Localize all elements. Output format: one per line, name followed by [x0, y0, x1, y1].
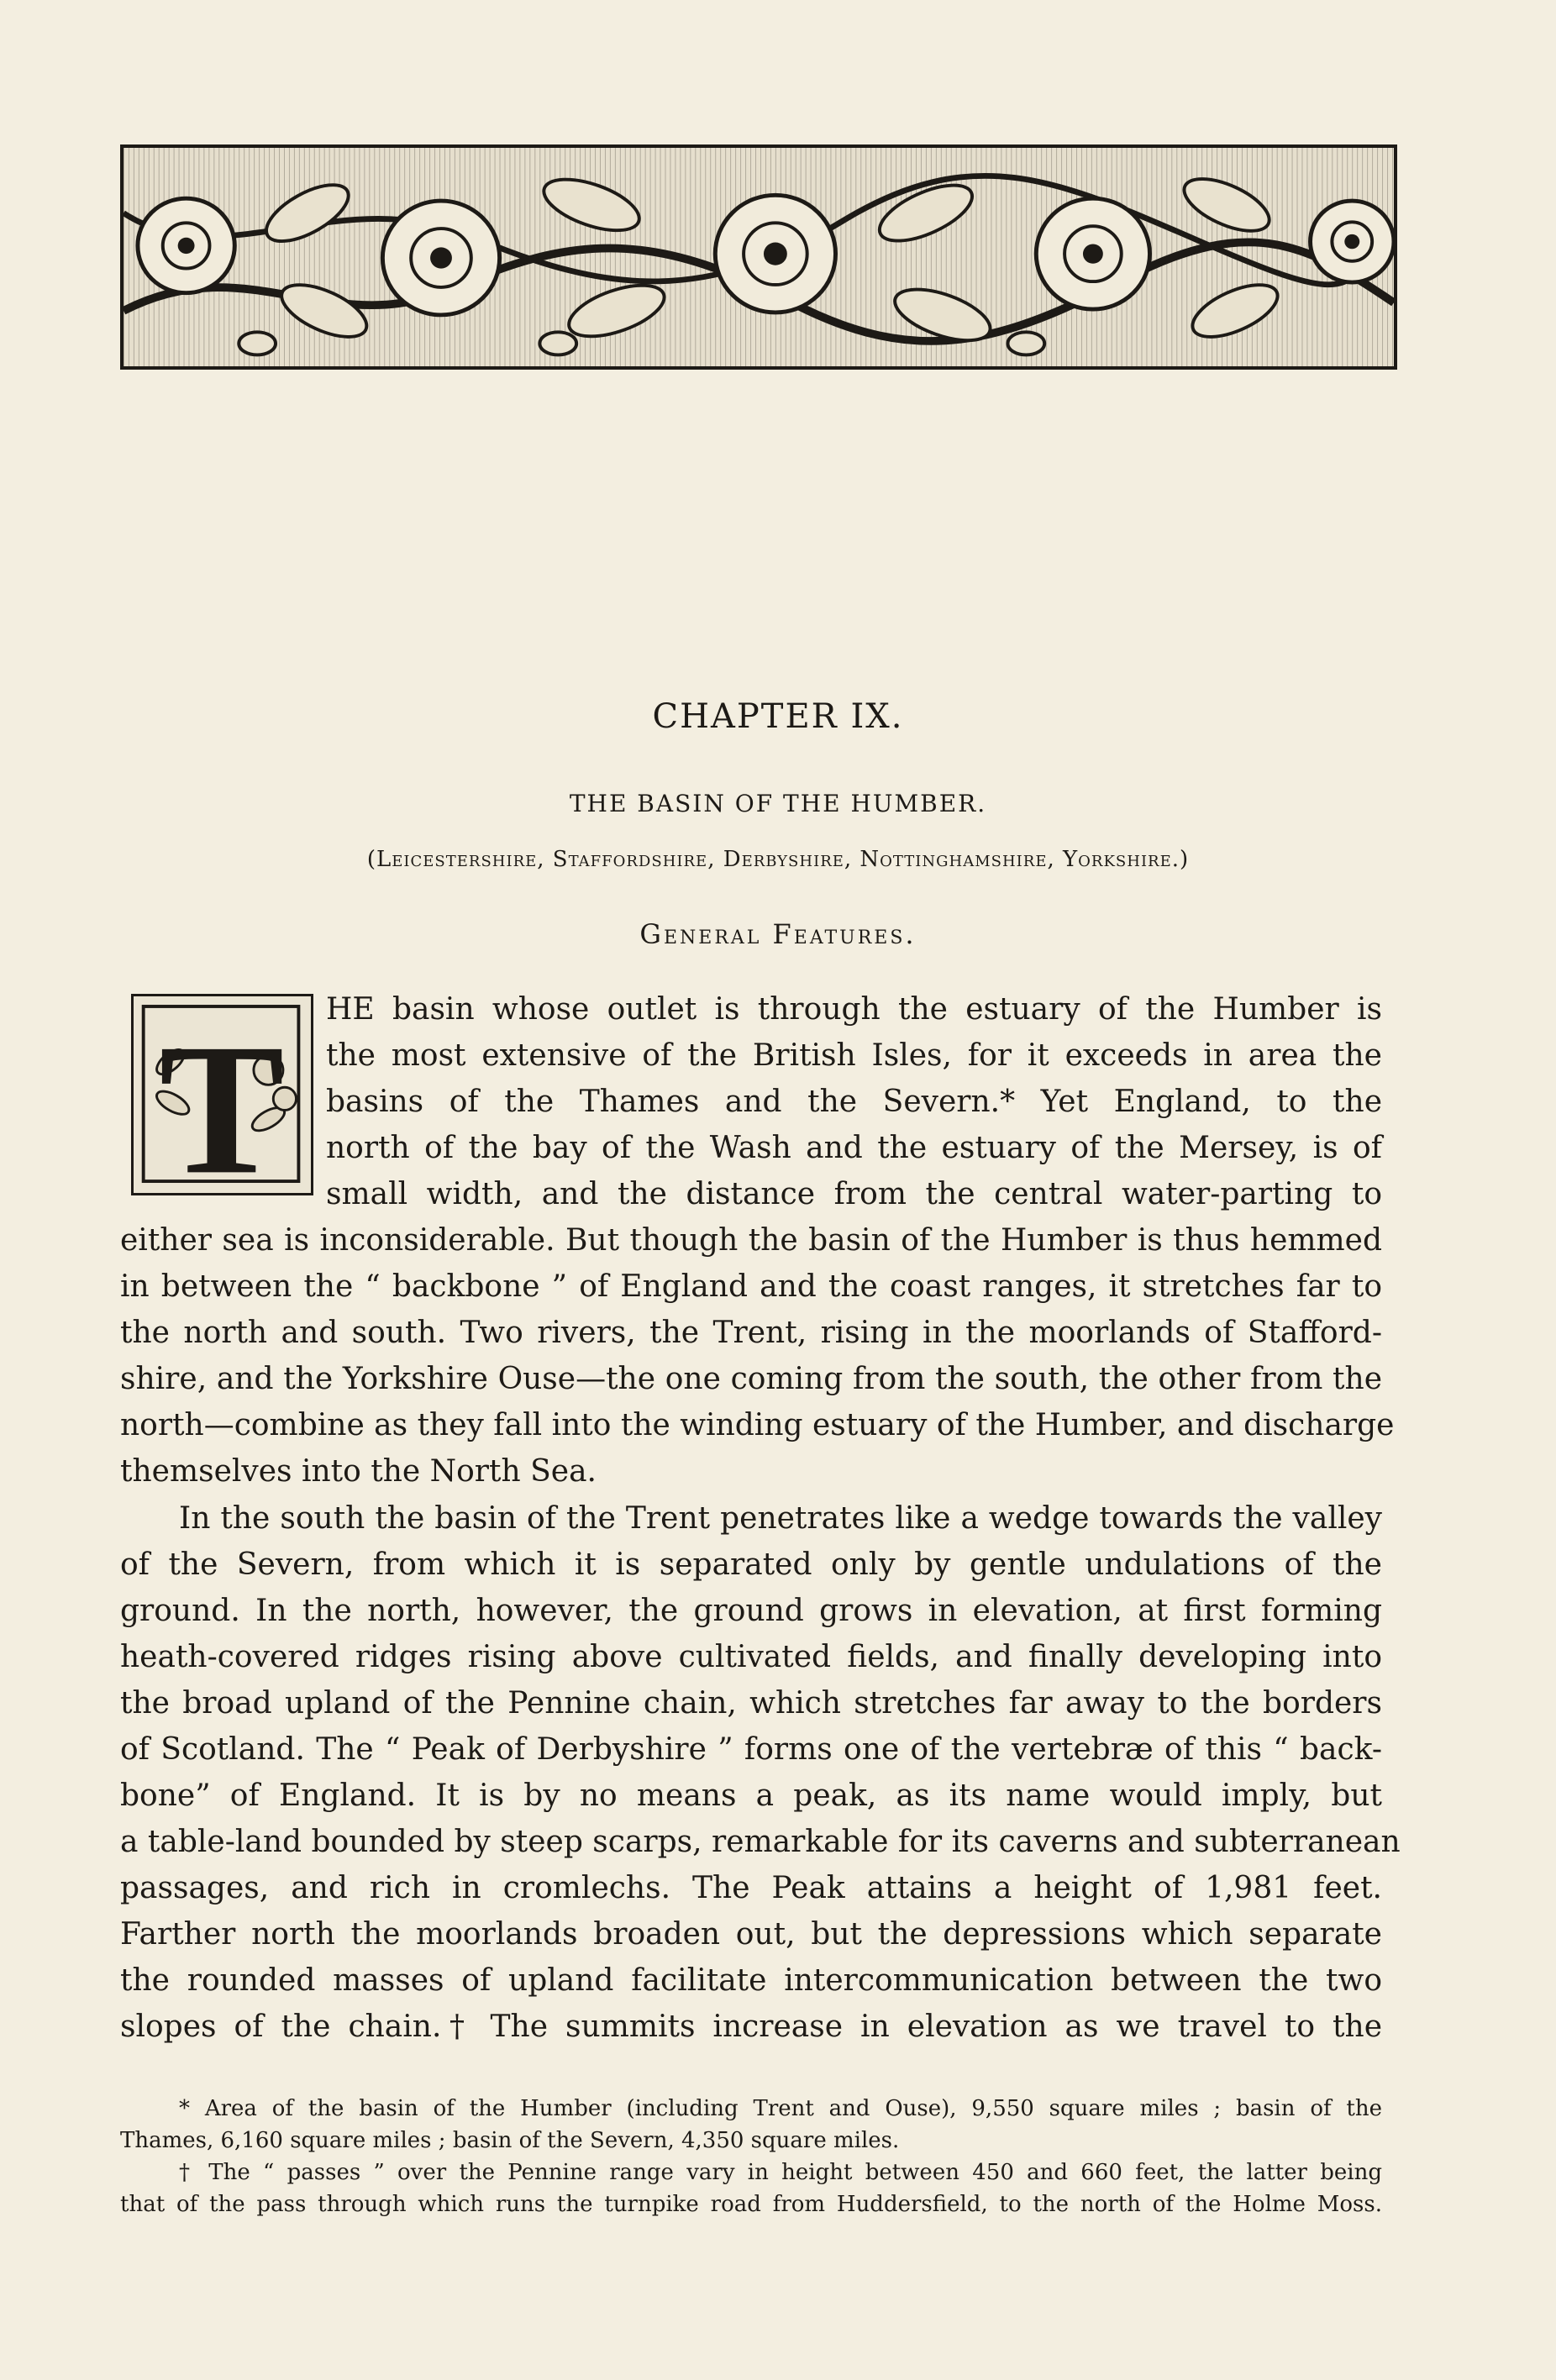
text-line: the rounded masses of upland facilitate intercommunication between the two	[120, 1963, 1382, 1998]
paragraph-1-continued	[120, 1217, 1395, 1495]
text-line: bone” of England. It is by no means a peak, as its name would imply, but	[120, 1778, 1382, 1813]
text-line: the north and south. Two rivers, the Trent, rising in the moorlands of Stafford-	[120, 1316, 1382, 1350]
text-line: north—combine as they fall into the winding estuary of the Humber, and discharge	[120, 1408, 1395, 1442]
text-line: HE basin whose outlet is through the estuary of the Humber is	[326, 992, 1382, 1027]
text-line: heath-covered ridges rising above cultivated fields, and finally developing into	[120, 1640, 1382, 1674]
text-line: a table-land bounded by steep scarps, remarkable for its caverns and subterranean	[120, 1825, 1401, 1859]
text-line: passages, and rich in cromlechs. The Peak attains a height of 1,981 feet.	[120, 1871, 1382, 1905]
text-line: basins of the Thames and the Severn.* Yet England, to the	[326, 1085, 1382, 1119]
text-line: of the Severn, from which it is separated only by gentle undulations of the	[120, 1547, 1382, 1582]
text-line: small width, and the distance from the central water-parting to	[326, 1177, 1382, 1211]
footnote-line: that of the pass through which runs the turnpike road from Huddersfield, to the north of the Holme Moss.	[120, 2192, 1382, 2217]
text-line: themselves into the North Sea.	[120, 1454, 597, 1489]
decorative-rose-banner	[120, 144, 1397, 370]
section-title: THE BASIN OF THE HUMBER.	[569, 790, 987, 817]
chapter-title: CHAPTER IX.	[652, 697, 904, 736]
footnote-line: Thames, 6,160 square miles ; basin of the Severn, 4,350 square miles.	[120, 2128, 900, 2153]
text-line: Farther north the moorlands broaden out, but the depressions which separate	[120, 1917, 1382, 1952]
footnote-line: † The “ passes ” over the Pennine range vary in height between 450 and 660 feet, the latter being	[179, 2160, 1382, 2185]
paragraph-2	[120, 1495, 1401, 2050]
text-line: either sea is inconsiderable. But though the basin of the Humber is thus hemmed	[120, 1223, 1382, 1258]
text-line: in between the “ backbone ” of England and the coast ranges, it stretches far to	[120, 1269, 1382, 1304]
text-line: In the south the basin of the Trent penetrates like a wedge towards the valley	[179, 1501, 1382, 1536]
rose-vine-ornament-icon	[124, 148, 1394, 366]
text-line: the broad upland of the Pennine chain, which stretches far away to the borders	[120, 1686, 1382, 1721]
svg-text:T: T	[159, 1006, 285, 1193]
counties-subtitle: (Leicestershire, Staffordshire, Derbyshire, Nottinghamshire, Yorkshire.)	[366, 847, 1190, 872]
footnote-line: * Area of the basin of the Humber (including Trent and Ouse), 9,550 square miles ; basin of the	[179, 2096, 1382, 2121]
ornamental-drop-cap	[131, 994, 313, 1195]
footnotes	[120, 2093, 1382, 2220]
text-line: shire, and the Yorkshire Ouse—the one coming from the south, the other from the	[120, 1362, 1382, 1396]
text-line: the most extensive of the British Isles, for it exceeds in area the	[326, 1038, 1382, 1073]
text-line: ground. In the north, however, the ground grows in elevation, at first forming	[120, 1594, 1382, 1628]
subsection-title: General Features.	[639, 918, 917, 950]
text-line: slopes of the chain.† The summits increase in elevation as we travel to the	[120, 2010, 1382, 2044]
text-line: north of the bay of the Wash and the estuary of the Mersey, is of	[326, 1131, 1382, 1165]
drop-cap-letter-t-icon	[134, 996, 311, 1193]
text-line: of Scotland. The “ Peak of Derbyshire ” forms one of the vertebræ of this “ back-	[120, 1732, 1382, 1767]
paragraph-1-opening	[326, 986, 1382, 1217]
